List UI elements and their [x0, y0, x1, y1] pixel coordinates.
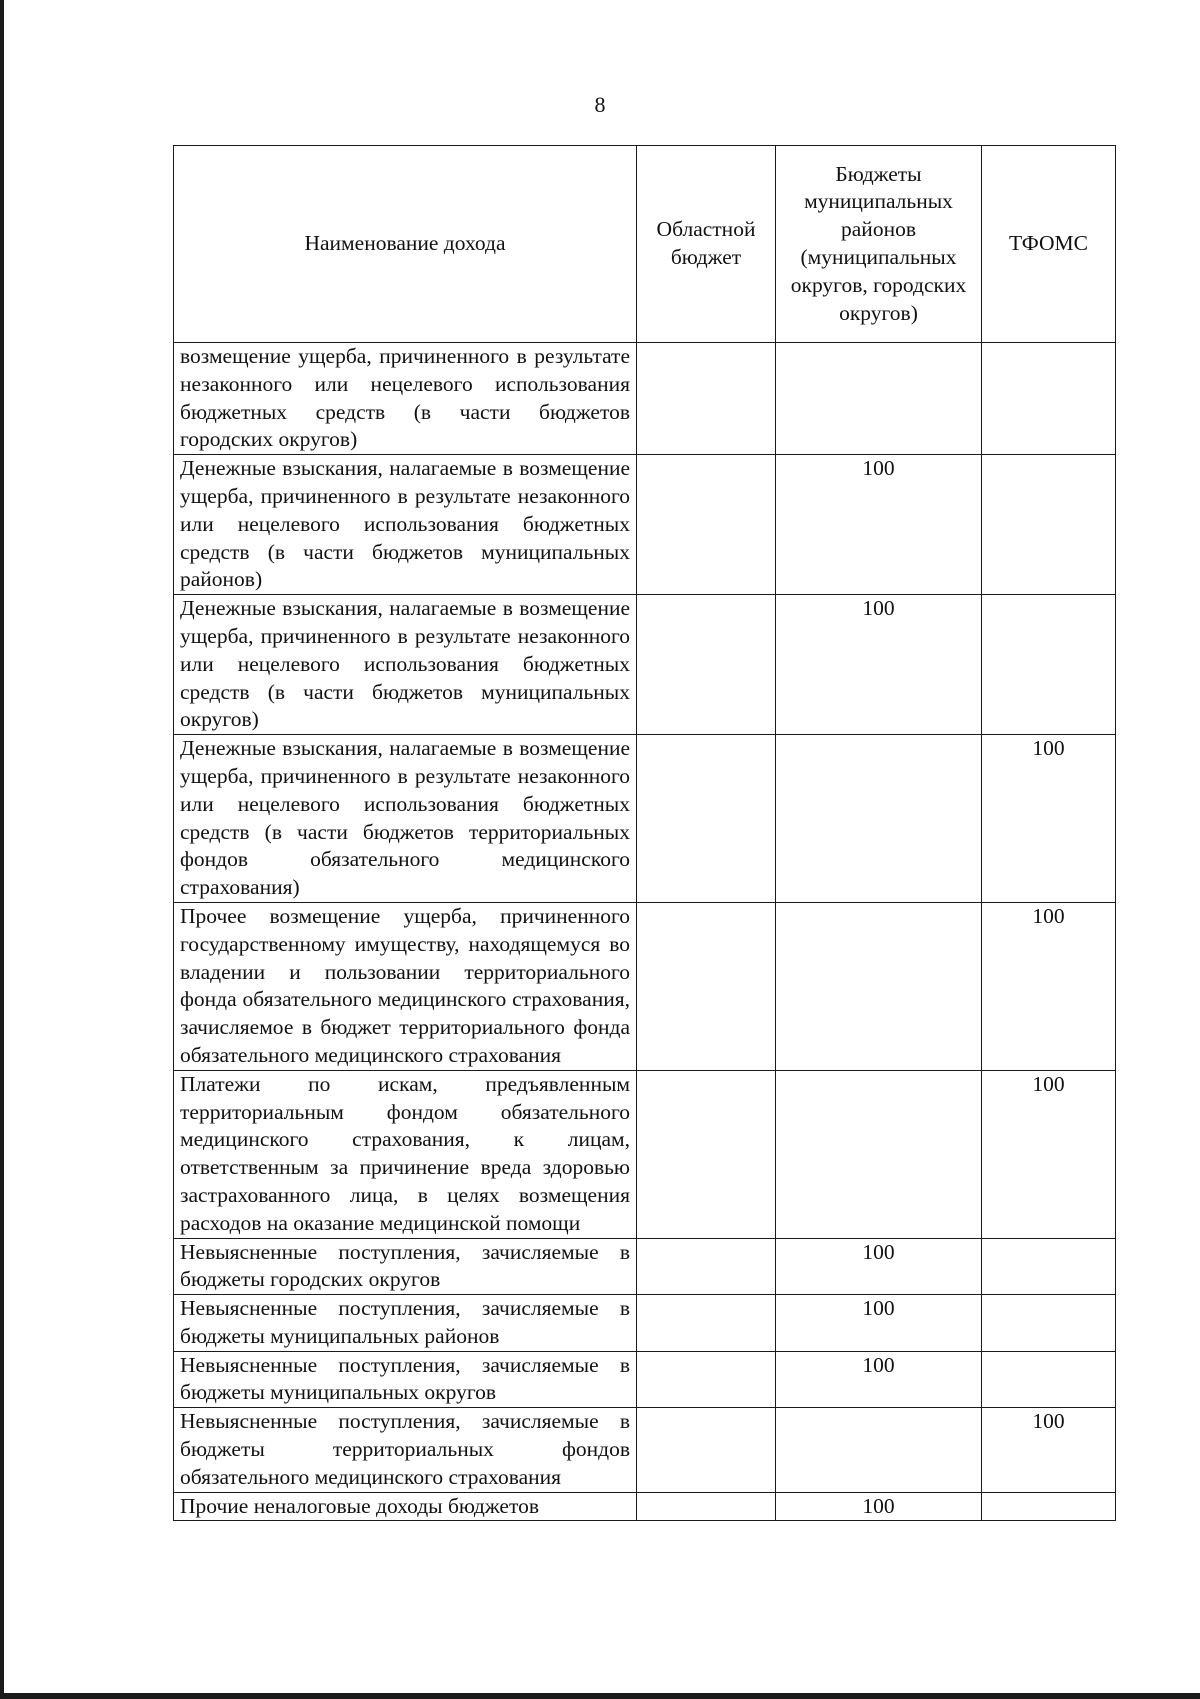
municipal-value-cell: 100: [776, 1238, 982, 1295]
header-tfoms: ТФОМС: [982, 146, 1116, 343]
header-municipal-budgets: Бюджеты муниципальных районов (муниципальных округов, городских округов): [776, 146, 982, 343]
municipal-value-cell: 100: [776, 455, 982, 595]
tfoms-value-cell: 100: [982, 735, 1116, 903]
municipal-value-cell: 100: [776, 595, 982, 735]
oblast-value-cell: [637, 343, 776, 455]
tfoms-value-cell: [982, 343, 1116, 455]
municipal-value-cell: [776, 902, 982, 1070]
header-oblast-budget: Областной бюджет: [637, 146, 776, 343]
municipal-value-cell: 100: [776, 1295, 982, 1352]
tfoms-value-cell: 100: [982, 902, 1116, 1070]
tfoms-value-cell: [982, 455, 1116, 595]
table-row: [174, 1238, 1116, 1295]
table-row: [174, 595, 1116, 735]
income-name-cell: Невыясненные поступления, зачисляемые в бюджеты территориальных фондов обязательного медицинского страхования: [174, 1408, 637, 1492]
tfoms-value-cell: [982, 1238, 1116, 1295]
income-name-cell: Прочие неналоговые доходы бюджетов: [174, 1492, 637, 1521]
income-distribution-table: [173, 145, 1116, 1521]
oblast-value-cell: [637, 1351, 776, 1408]
table-row: [174, 1295, 1116, 1352]
income-name-cell: Денежные взыскания, налагаемые в возмещение ущерба, причиненного в результате незаконного или нецелевого использования бюджетных средств (в части бюджетов муниципальных районов): [174, 455, 637, 595]
tfoms-value-cell: [982, 1295, 1116, 1352]
income-name-cell: Платежи по искам, предъявленным территориальным фондом обязательного медицинского страхования, к лицам, ответственным за причинение вреда здоровью застрахованного лица, в целях возмещения расходов на оказание медицинской помощи: [174, 1070, 637, 1238]
income-name-cell: Невыясненные поступления, зачисляемые в бюджеты муниципальных районов: [174, 1295, 637, 1352]
municipal-value-cell: 100: [776, 1351, 982, 1408]
scan-edge-left: [0, 0, 4, 1699]
income-name-cell: возмещение ущерба, причиненного в результате незаконного или нецелевого использования бюджетных средств (в части бюджетов городских округов): [174, 343, 637, 455]
tfoms-value-cell: 100: [982, 1408, 1116, 1492]
income-name-cell: Невыясненные поступления, зачисляемые в бюджеты городских округов: [174, 1238, 637, 1295]
income-name-cell: Невыясненные поступления, зачисляемые в бюджеты муниципальных округов: [174, 1351, 637, 1408]
table-row: [174, 735, 1116, 903]
municipal-value-cell: [776, 1408, 982, 1492]
table-row: [174, 343, 1116, 455]
municipal-value-cell: [776, 1070, 982, 1238]
tfoms-value-cell: [982, 1492, 1116, 1521]
oblast-value-cell: [637, 735, 776, 903]
page-number: 8: [594, 92, 606, 117]
table-row: [174, 902, 1116, 1070]
tfoms-value-cell: 100: [982, 1070, 1116, 1238]
municipal-value-cell: [776, 735, 982, 903]
scan-edge-bottom: [0, 1693, 1200, 1699]
table-row: [174, 1492, 1116, 1521]
tfoms-value-cell: [982, 1351, 1116, 1408]
oblast-value-cell: [637, 1408, 776, 1492]
table-row: [174, 1070, 1116, 1238]
oblast-value-cell: [637, 595, 776, 735]
tfoms-value-cell: [982, 595, 1116, 735]
municipal-value-cell: [776, 343, 982, 455]
income-name-cell: Денежные взыскания, налагаемые в возмещение ущерба, причиненного в результате незаконного или нецелевого использования бюджетных средств (в части бюджетов муниципальных округов): [174, 595, 637, 735]
income-name-cell: Денежные взыскания, налагаемые в возмещение ущерба, причиненного в результате незаконного или нецелевого использования бюджетных средств (в части бюджетов территориальных фондов обязательного медицинского страхования): [174, 735, 637, 903]
income-name-cell: Прочее возмещение ущерба, причиненного государственному имуществу, находящемуся во владении и пользовании территориального фонда обязательного медицинского страхования, зачисляемое в бюджет территориального фонда обязательного медицинского страхования: [174, 902, 637, 1070]
table-row: [174, 455, 1116, 595]
oblast-value-cell: [637, 455, 776, 595]
header-income-name: Наименование дохода: [174, 146, 637, 343]
table-row: [174, 1408, 1116, 1492]
municipal-value-cell: 100: [776, 1492, 982, 1521]
oblast-value-cell: [637, 1238, 776, 1295]
table-header-row: [174, 146, 1116, 343]
oblast-value-cell: [637, 1295, 776, 1352]
oblast-value-cell: [637, 1492, 776, 1521]
oblast-value-cell: [637, 1070, 776, 1238]
oblast-value-cell: [637, 902, 776, 1070]
table-row: [174, 1351, 1116, 1408]
